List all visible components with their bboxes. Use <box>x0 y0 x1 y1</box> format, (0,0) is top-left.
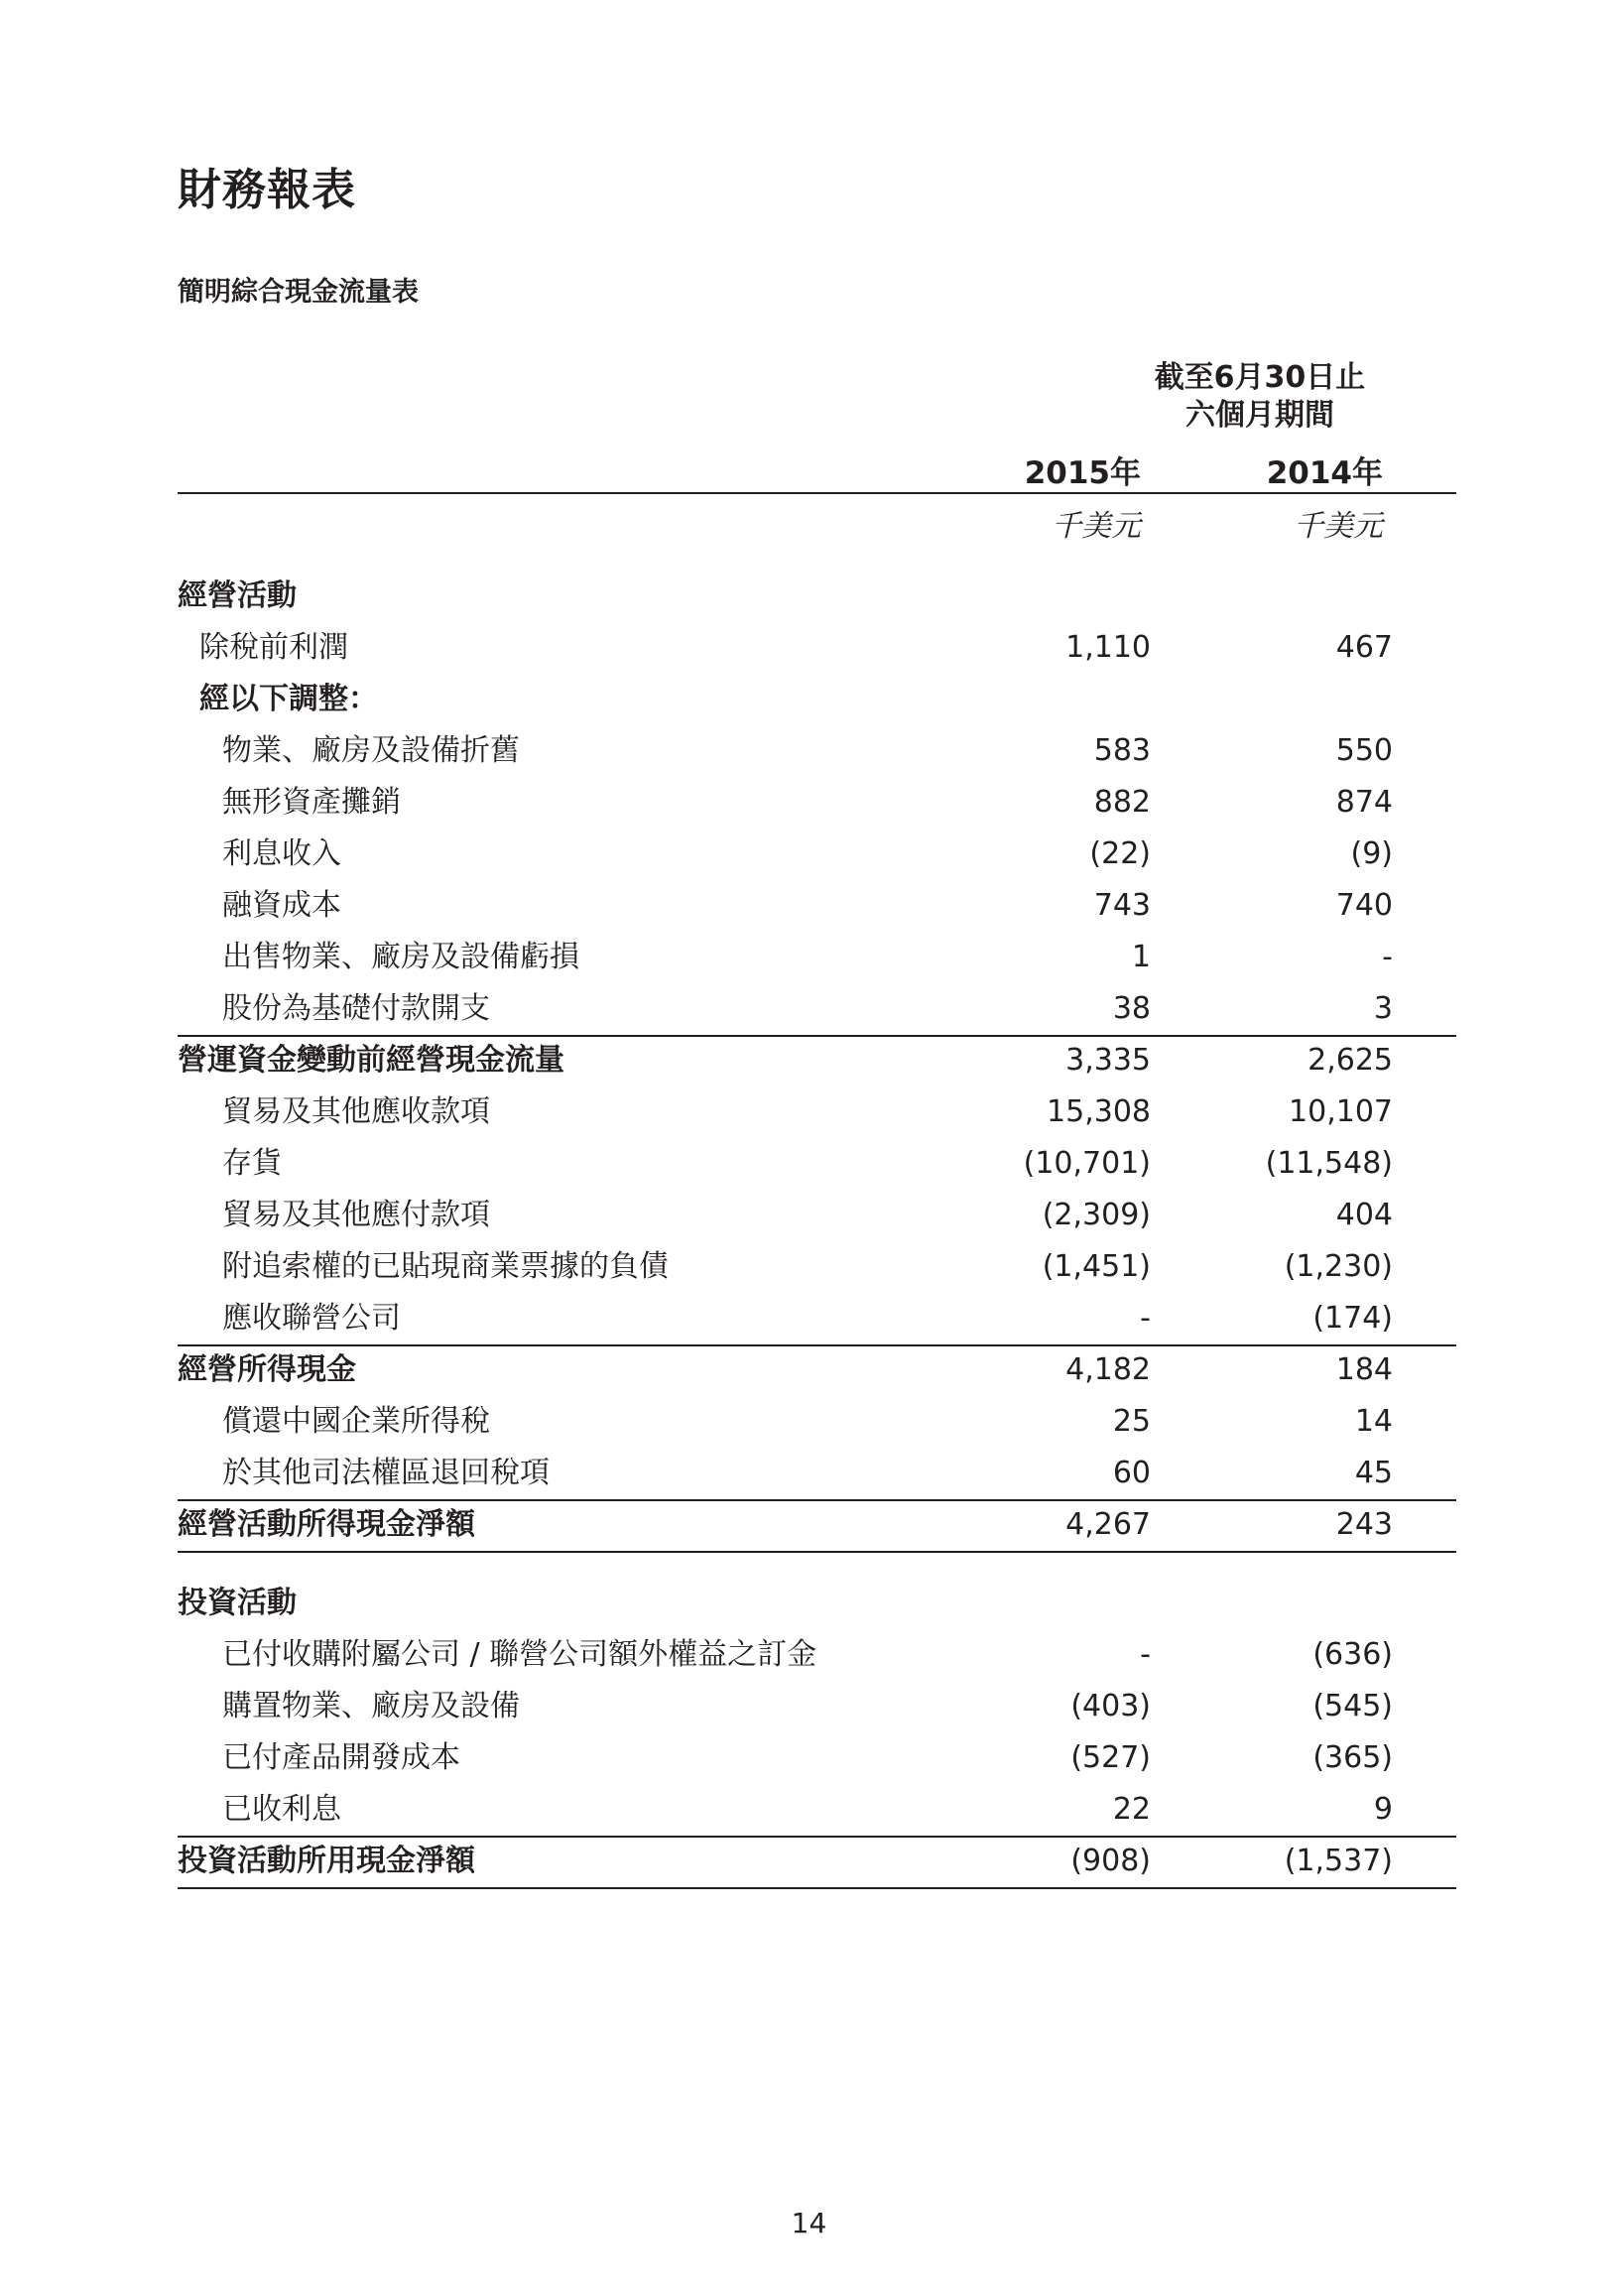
value-2015: 38 <box>1112 991 1151 1026</box>
row-label: 購置物業、廠房及設備 <box>222 1689 520 1723</box>
table-row <box>0 1578 1618 1629</box>
period-header-line2: 六個月期間 <box>1185 398 1334 433</box>
value-2014: (11,548) <box>1265 1146 1393 1181</box>
table-row <box>0 983 1618 1035</box>
row-label: 股份為基礎付款開支 <box>222 991 490 1026</box>
table-row <box>0 1035 1618 1086</box>
value-2015: (1,451) <box>1042 1249 1151 1284</box>
value-2014: 45 <box>1354 1456 1393 1490</box>
table-row <box>0 777 1618 829</box>
value-2014: (9) <box>1350 836 1393 871</box>
column-header-2014: 2014年 <box>1266 455 1383 491</box>
value-2015: 4,182 <box>1065 1352 1151 1387</box>
value-2015: (403) <box>1070 1689 1151 1723</box>
value-2014: 740 <box>1335 888 1393 923</box>
header-rule <box>178 492 1456 494</box>
row-label: 償還中國企業所得稅 <box>222 1404 490 1439</box>
value-2014: 14 <box>1354 1404 1393 1439</box>
period-header-line1: 截至6月30日止 <box>1154 360 1366 395</box>
row-label: 附追索權的已貼現商業票據的負債 <box>222 1249 669 1284</box>
value-2014: 467 <box>1335 630 1393 665</box>
row-label: 貿易及其他應收款項 <box>222 1094 490 1129</box>
value-2015: 25 <box>1112 1404 1151 1439</box>
row-label: 已付收購附屬公司 / 聯營公司額外權益之訂金 <box>222 1637 817 1672</box>
row-label: 貿易及其他應付款項 <box>222 1198 490 1232</box>
value-2015: 4,267 <box>1065 1507 1151 1542</box>
table-row <box>0 880 1618 932</box>
value-2015: - <box>1140 1301 1151 1336</box>
value-2015: 583 <box>1093 733 1151 768</box>
table-row <box>0 1681 1618 1732</box>
table-row <box>0 674 1618 725</box>
table-row <box>0 1086 1618 1138</box>
value-2014: 10,107 <box>1289 1094 1393 1129</box>
section-title: 簡明綜合現金流量表 <box>178 277 419 308</box>
value-2015: 3,335 <box>1065 1043 1151 1078</box>
row-label: 經營所得現金 <box>178 1352 356 1387</box>
value-2014: 184 <box>1335 1352 1393 1387</box>
value-2014: (636) <box>1312 1637 1393 1672</box>
row-label: 除稅前利潤 <box>199 630 348 665</box>
total-rule <box>178 1551 1456 1553</box>
table-row <box>0 1784 1618 1836</box>
value-2014: (1,230) <box>1284 1249 1393 1284</box>
value-2014: (365) <box>1312 1740 1393 1775</box>
table-row <box>0 1138 1618 1190</box>
row-label: 已收利息 <box>222 1792 341 1827</box>
table-row <box>0 571 1618 622</box>
value-2015: (2,309) <box>1042 1198 1151 1232</box>
table-row <box>0 725 1618 777</box>
row-label: 已付產品開發成本 <box>222 1740 460 1775</box>
unit-label-2014: 千美元 <box>1294 509 1383 544</box>
row-label: 經以下調整： <box>199 682 378 716</box>
row-label: 無形資產攤銷 <box>222 785 401 820</box>
value-2014: (545) <box>1312 1689 1393 1723</box>
value-2015: (908) <box>1070 1844 1151 1878</box>
row-label: 投資活動 <box>178 1586 297 1620</box>
table-row <box>0 932 1618 983</box>
value-2014: 243 <box>1335 1507 1393 1542</box>
row-label: 營運資金變動前經營現金流量 <box>178 1043 564 1078</box>
column-header-2015: 2015年 <box>1024 455 1141 491</box>
value-2014: 404 <box>1335 1198 1393 1232</box>
value-2015: - <box>1140 1637 1151 1672</box>
value-2014: 874 <box>1335 785 1393 820</box>
table-row <box>0 829 1618 880</box>
table-row <box>0 622 1618 674</box>
table-row <box>0 1836 1618 1887</box>
unit-label-2015: 千美元 <box>1052 509 1141 544</box>
value-2014: (174) <box>1312 1301 1393 1336</box>
table-row <box>0 1293 1618 1344</box>
period-header <box>1071 359 1448 435</box>
table-row <box>0 1732 1618 1784</box>
page-number: 14 <box>791 2207 827 2239</box>
value-2015: 1 <box>1131 940 1151 974</box>
value-2015: 1,110 <box>1065 630 1151 665</box>
table-row <box>0 1190 1618 1241</box>
value-2015: (527) <box>1070 1740 1151 1775</box>
value-2014: - <box>1382 940 1393 974</box>
value-2014: 550 <box>1335 733 1393 768</box>
value-2014: 2,625 <box>1307 1043 1393 1078</box>
table-row <box>0 1241 1618 1293</box>
row-label: 物業、廠房及設備折舊 <box>222 733 520 768</box>
value-2014: 9 <box>1373 1792 1393 1827</box>
value-2015: 22 <box>1112 1792 1151 1827</box>
value-2015: 60 <box>1112 1456 1151 1490</box>
value-2015: (10,701) <box>1023 1146 1151 1181</box>
value-2015: 882 <box>1093 785 1151 820</box>
value-2014: 3 <box>1373 991 1393 1026</box>
value-2015: 743 <box>1093 888 1151 923</box>
table-row <box>0 1499 1618 1551</box>
page-title: 財務報表 <box>178 165 356 215</box>
row-label: 應收聯營公司 <box>222 1301 401 1336</box>
row-label: 經營活動所得現金淨額 <box>178 1507 475 1542</box>
row-label: 出售物業、廠房及設備虧損 <box>222 940 579 974</box>
value-2015: 15,308 <box>1047 1094 1151 1129</box>
row-label: 存貨 <box>222 1146 282 1181</box>
total-rule <box>178 1887 1456 1889</box>
row-label: 於其他司法權區退回稅項 <box>222 1456 550 1490</box>
row-label: 融資成本 <box>222 888 341 923</box>
value-2014: (1,537) <box>1284 1844 1393 1878</box>
row-label: 經營活動 <box>178 578 297 613</box>
table-row <box>0 1396 1618 1448</box>
table-row <box>0 1344 1618 1396</box>
row-label: 利息收入 <box>222 836 341 871</box>
value-2015: (22) <box>1089 836 1151 871</box>
table-row <box>0 1448 1618 1499</box>
row-label: 投資活動所用現金淨額 <box>178 1844 475 1878</box>
table-row <box>0 1629 1618 1681</box>
